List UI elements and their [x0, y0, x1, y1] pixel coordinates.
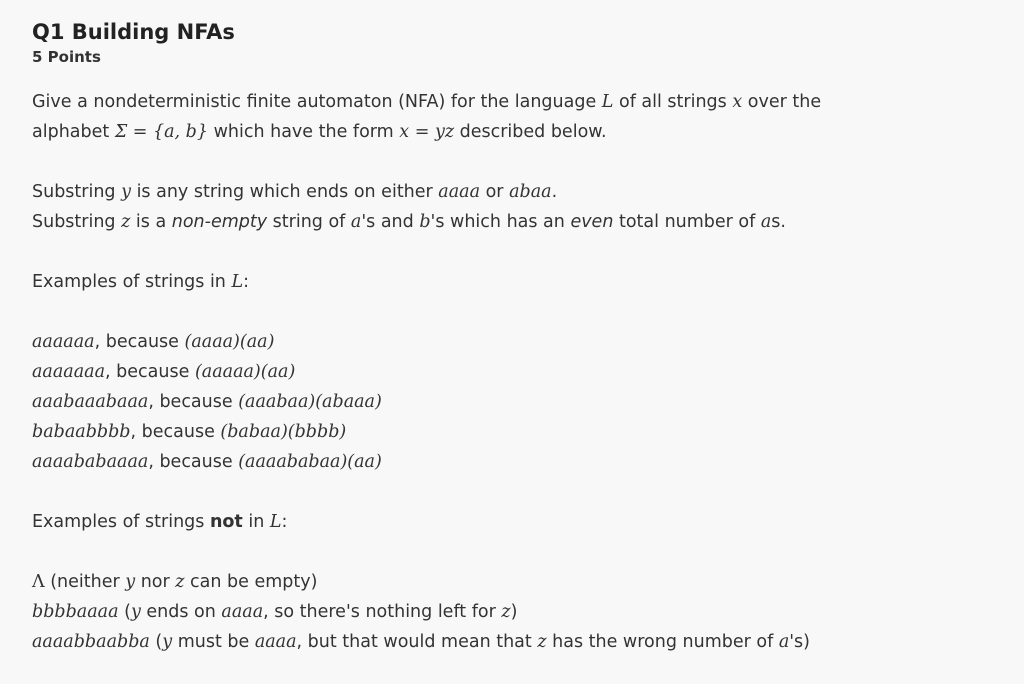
question-body	[32, 87, 992, 657]
intro-text-2: of all strings	[613, 92, 733, 112]
math-z: z	[121, 212, 131, 232]
y-definition: Substring y is any string which ends on either aaaa or abaa.	[32, 182, 558, 202]
not-examples-heading: Examples of strings not in L:	[32, 512, 288, 532]
question-title: Q1 Building NFAs	[32, 20, 235, 44]
math-lambda: Λ	[32, 572, 45, 592]
in-examples-list	[32, 327, 992, 477]
intro-text-6: described below.	[454, 122, 607, 142]
math-L: L	[601, 92, 614, 112]
math-aaaa: aaaa	[438, 182, 481, 202]
in-example: aaaababaaaa, because (aaaababaa)(aa)	[32, 452, 382, 472]
bold-not: not	[209, 512, 243, 532]
intro-text-3: over the	[742, 92, 822, 112]
math-y: y	[121, 182, 131, 202]
math-a: a	[350, 212, 362, 232]
math-a: a	[760, 212, 772, 232]
in-example: aaabaaabaaa, because (aaabaa)(abaaa)	[32, 392, 382, 412]
in-examples-heading: Examples of strings in L:	[32, 272, 249, 292]
in-example: aaaaaaa, because (aaaaa)(aa)	[32, 362, 296, 382]
intro-text-1: Give a nondeterministic finite automaton (NFA) for the language	[32, 92, 602, 112]
math-alphabet: Σ = {a, b}	[114, 122, 209, 142]
math-L: L	[231, 272, 244, 292]
not-example-empty: Λ (neither y nor z can be empty)	[32, 572, 318, 592]
question-points: 5 Points	[32, 48, 101, 66]
not-example-aaaabbaabba: aaaabbaabba (y must be aaaa, but that would mean that z has the wrong number of a's)	[32, 632, 811, 652]
math-L: L	[269, 512, 282, 532]
emphasis-even: even	[570, 212, 614, 232]
math-form: x = yz	[399, 122, 455, 142]
in-example: aaaaaa, because (aaaa)(aa)	[32, 332, 275, 352]
emphasis-non-empty: non-empty	[171, 212, 268, 232]
math-abaa: abaa	[509, 182, 552, 202]
z-definition: Substring z is a non-empty string of a's and b's which has an even total number of as.	[32, 212, 786, 232]
intro-text-5: which have the form	[208, 122, 400, 142]
intro-paragraph	[32, 87, 992, 147]
in-example: babaabbbb, because (babaa)(bbbb)	[32, 422, 347, 442]
math-b: b	[419, 212, 431, 232]
not-examples-list	[32, 567, 992, 657]
math-x: x	[732, 92, 743, 112]
substring-definitions	[32, 177, 992, 237]
not-example-bbbbaaaa: bbbbaaaa (y ends on aaaa, so there's nothing left for z)	[32, 602, 518, 622]
intro-text-4: alphabet	[32, 122, 115, 142]
